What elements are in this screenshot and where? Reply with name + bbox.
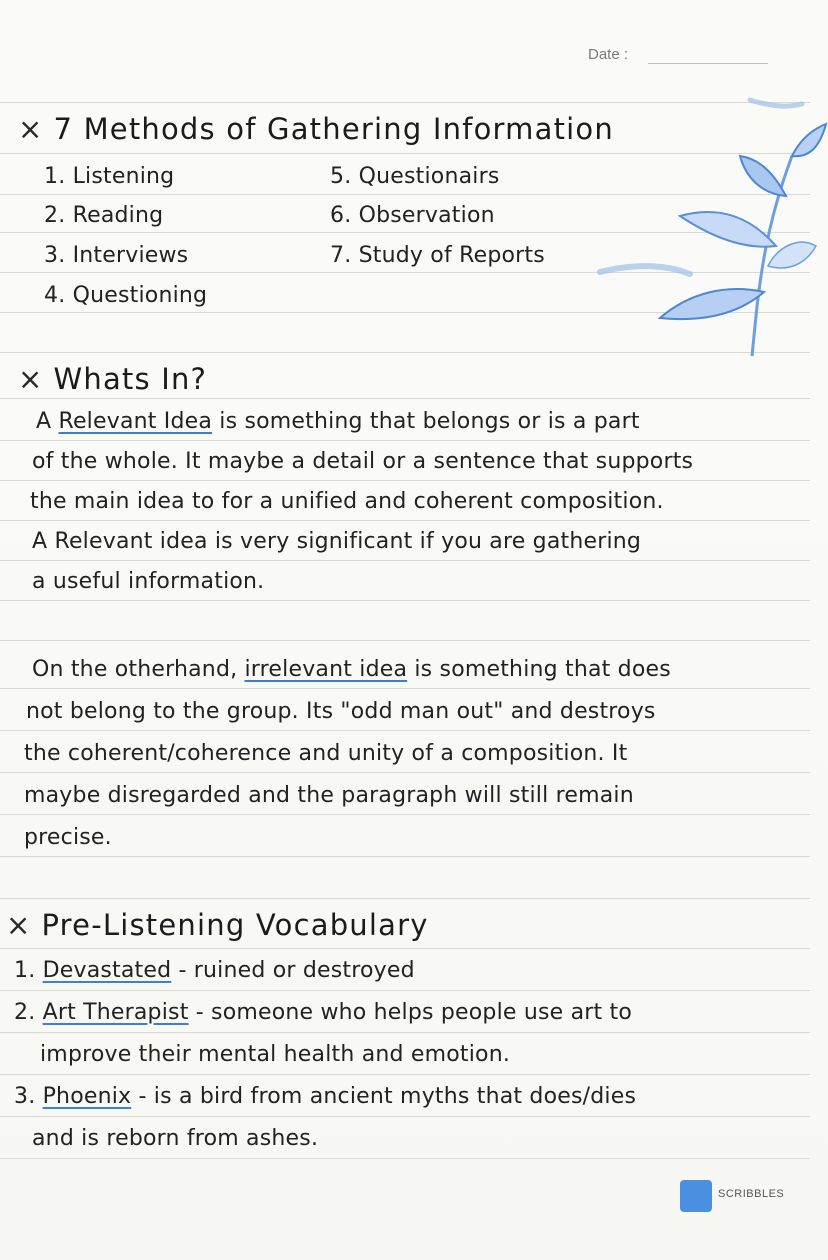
vocab-number: 1. [14,958,43,983]
whats-in-title: Whats In? [53,362,208,396]
date-blank-line [648,63,768,64]
paragraph-line [32,657,671,682]
vocab-definition: - someone who helps people use art to [188,1000,633,1025]
vocab-term: Art Therapist [42,1000,189,1025]
ruled-line [0,730,810,731]
vocab-item [14,1000,632,1025]
ruled-line [0,1074,810,1075]
vocab-item [14,1084,636,1109]
ruled-line [0,480,810,481]
ruled-line [0,948,810,949]
method-item: 6. Observation [330,203,495,228]
paragraph-line [36,409,640,434]
ruled-line [0,520,810,521]
paragraph-line: precise. [24,825,112,850]
relevant-idea-term: Relevant Idea [58,409,213,434]
text-span: is something that does [407,657,671,682]
scribbles-logo-icon [680,1180,712,1212]
scribbles-logo [680,1180,820,1214]
text-span: On the otherhand, [32,657,245,682]
text-span: is something that belongs or is a part [212,409,640,434]
paragraph-line: the coherent/coherence and unity of a composition. It [24,741,628,766]
dotted-divider [0,1192,680,1194]
ruled-line [0,1032,810,1033]
method-item: 7. Study of Reports [330,243,545,268]
ruled-line [0,1116,810,1117]
vocab-heading [6,908,429,942]
method-item: 5. Questionairs [330,164,500,189]
paragraph-line: a useful information. [32,569,265,594]
paragraph-line: of the whole. It maybe a detail or a sentence that supports [32,449,694,474]
ruled-line [0,688,810,689]
ruled-line [0,1158,810,1159]
cross-bullet-icon: × [6,908,32,942]
vocab-title: Pre-Listening Vocabulary [41,908,429,942]
ruled-line [0,856,810,857]
scribbles-logo-text: SCRIBBLES [718,1188,785,1200]
vocab-item [14,958,415,983]
vocab-term: Devastated [42,958,172,983]
irrelevant-idea-term: irrelevant idea [244,657,408,682]
ruled-line [0,440,810,441]
paragraph-line: not belong to the group. Its "odd man out" and destroys [26,699,656,724]
vocab-definition-continued: improve their mental health and emotion. [40,1042,511,1067]
methods-title: 7 Methods of Gathering Information [53,112,614,146]
method-item: 2. Reading [44,203,164,228]
vocab-number: 3. [14,1084,43,1109]
whats-in-heading [18,362,207,396]
paragraph-line: the main idea to for a unified and coherent composition. [30,489,664,514]
paragraph-line: maybe disregarded and the paragraph will still remain [24,783,634,808]
method-item: 4. Questioning [44,283,208,308]
vocab-definition: - is a bird from ancient myths that does/dies [131,1084,637,1109]
date-label: Date : [588,46,629,63]
text-span: A [36,409,59,434]
ruled-line [0,560,810,561]
ruled-line [0,898,810,899]
paragraph-line: A Relevant idea is very significant if you are gathering [32,529,642,554]
ruled-line [0,814,810,815]
ruled-line [0,600,810,601]
ruled-line [0,772,810,773]
vocab-definition: - ruined or destroyed [171,958,415,983]
method-item: 1. Listening [44,164,175,189]
method-item: 3. Interviews [44,243,189,268]
methods-heading [18,112,614,146]
vocab-term: Phoenix [42,1084,132,1109]
cross-bullet-icon: × [18,112,44,146]
cross-bullet-icon: × [18,362,44,396]
ruled-line [0,990,810,991]
vocab-definition-continued: and is reborn from ashes. [32,1126,319,1151]
ruled-line [0,640,810,641]
vocab-number: 2. [14,1000,43,1025]
ruled-line [0,398,810,399]
